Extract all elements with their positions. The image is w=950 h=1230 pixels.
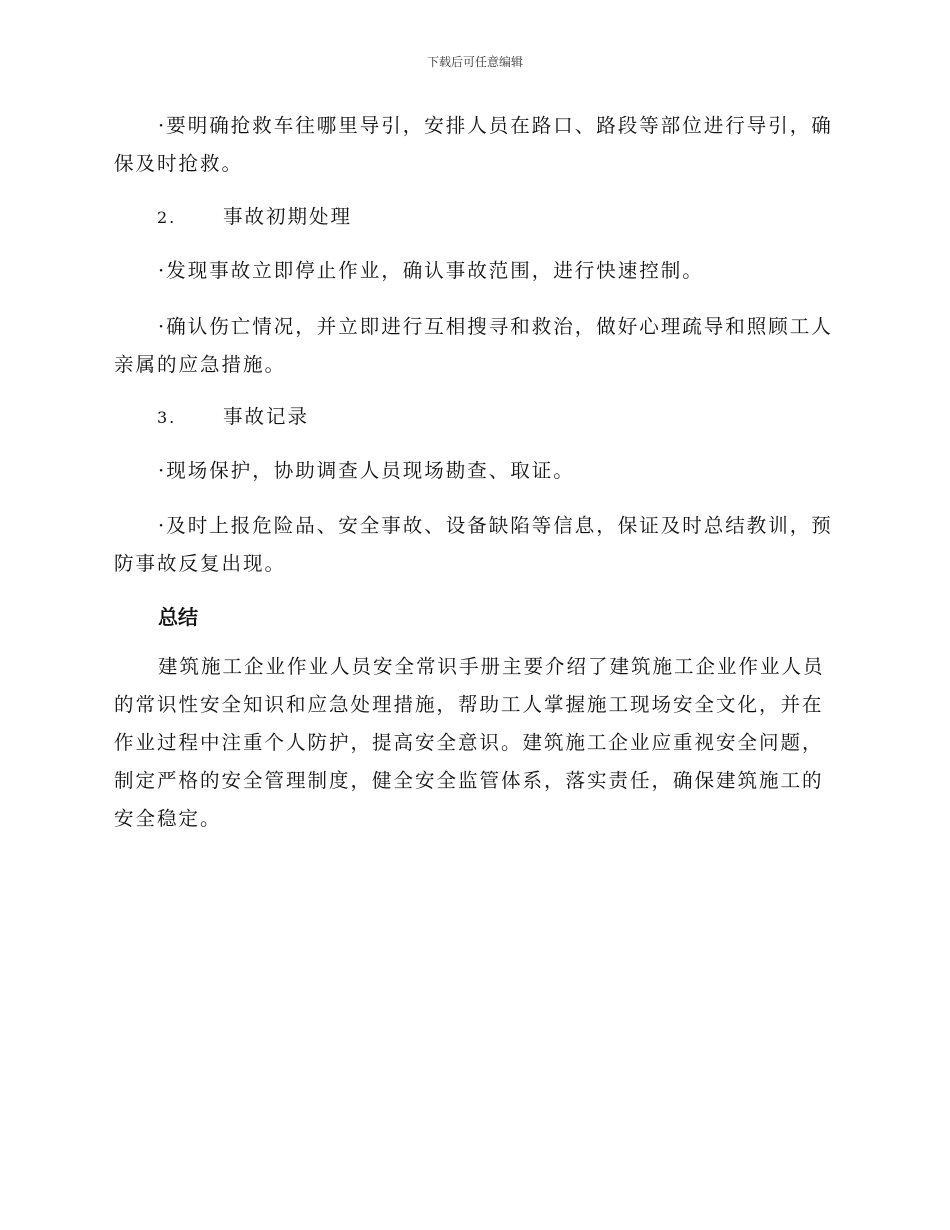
section-number: 3. [157,408,177,427]
paragraph-text: 建筑施工企业作业人员安全常识手册主要介绍了建筑施工企业作业人员的常识性安全知识和应急处理措施，帮助工人掌握施工现场安全文化，并在作业过程中注重个人防护，提高安全意识。建筑施工企业应重视安全问题，制定严格的安全管理制度，健全安全监管体系，落实责任，确保建筑施工的安全稳定。 [114,655,825,830]
section-number: 2. [157,208,177,227]
summary-heading: 总结 [158,605,198,629]
paragraph-text: ·发现事故立即停止作业，确认事故范围，进行快速控制。 [158,259,704,282]
bullet-paragraph-stop-work [114,252,834,290]
bullet-paragraph-casualties [114,308,834,384]
paragraph-text: ·确认伤亡情况，并立即进行互相搜寻和救治，做好心理疏导和照顾工人亲属的应急措施。 [114,315,833,376]
section-title: 事故记录 [223,405,310,428]
page-header: 下载后可任意编辑 [426,55,523,69]
paragraph-text: ·现场保护，协助调查人员现场勘查、取证。 [158,459,575,482]
bullet-paragraph-ambulance [114,107,834,183]
bullet-paragraph-reporting [114,507,834,583]
summary-paragraph [114,648,834,838]
paragraph-text: ·要明确抢救车往哪里导引，安排人员在路口、路段等部位进行导引，确保及时抢救。 [114,114,833,175]
bullet-paragraph-site-protection [114,452,834,490]
section-title: 事故初期处理 [223,205,353,228]
section-heading-initial-handling [157,198,352,237]
paragraph-text: ·及时上报危险品、安全事故、设备缺陷等信息，保证及时总结教训，预防事故反复出现。 [114,514,833,575]
section-heading-accident-record [157,398,309,437]
